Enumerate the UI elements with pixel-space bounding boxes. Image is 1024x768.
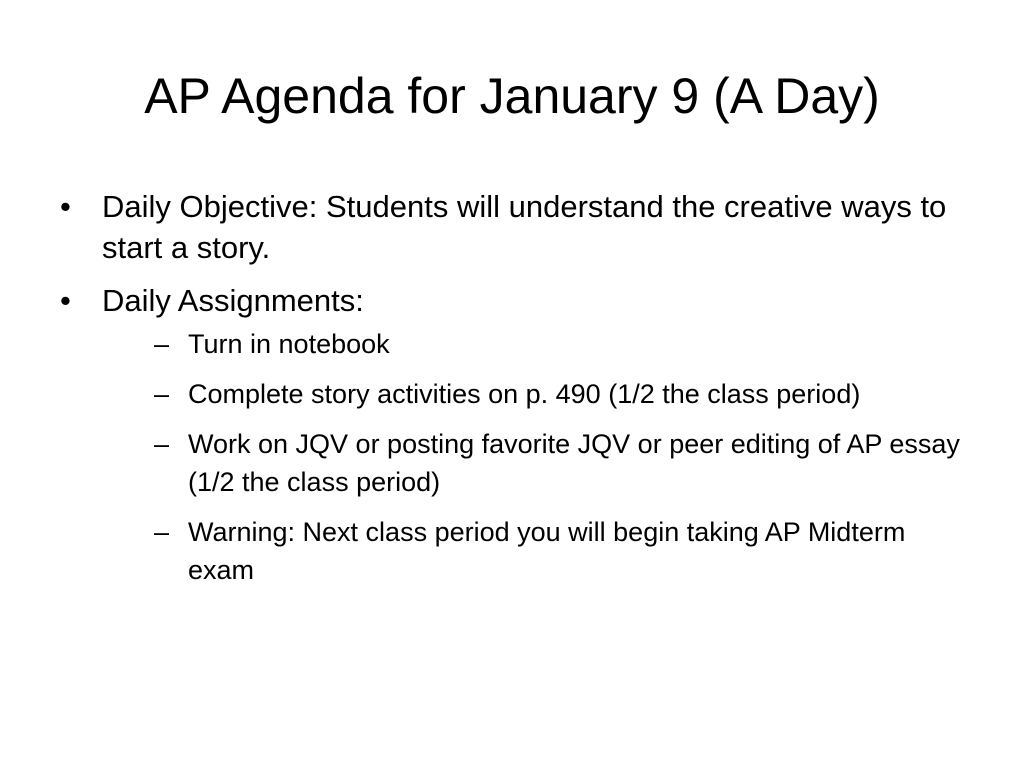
assignments-sub-list xyxy=(154,325,970,589)
bullet-icon: • xyxy=(60,283,71,318)
sub-bullet-text: Work on JQV or posting favorite JQV or peer editing of AP essay (1/2 the class period) xyxy=(188,429,960,497)
sub-bullet-text: Turn in notebook xyxy=(188,329,390,359)
bullet-icon: • xyxy=(60,189,71,224)
bullet-daily-objective xyxy=(60,186,970,268)
dash-icon: – xyxy=(154,329,170,359)
dash-icon: – xyxy=(154,429,170,459)
sub-bullet-story-activities xyxy=(154,375,970,413)
sub-bullet-jqv xyxy=(154,425,970,501)
bullet-text: Daily Assignments: xyxy=(102,283,364,318)
bullet-text: Daily Objective: Students will understand the creative ways to start a story. xyxy=(102,189,947,265)
dash-icon: – xyxy=(154,379,170,409)
sub-bullet-text: Warning: Next class period you will begin taking AP Midterm exam xyxy=(188,517,906,585)
dash-icon: – xyxy=(154,517,170,547)
sub-bullet-warning xyxy=(154,513,970,589)
slide-title: AP Agenda for January 9 (A Day) xyxy=(144,68,880,124)
slide-content xyxy=(60,186,970,601)
sub-bullet-text: Complete story activities on p. 490 (1/2 the class period) xyxy=(188,379,861,409)
bullet-daily-assignments xyxy=(60,280,970,589)
sub-bullet-notebook xyxy=(154,325,970,363)
